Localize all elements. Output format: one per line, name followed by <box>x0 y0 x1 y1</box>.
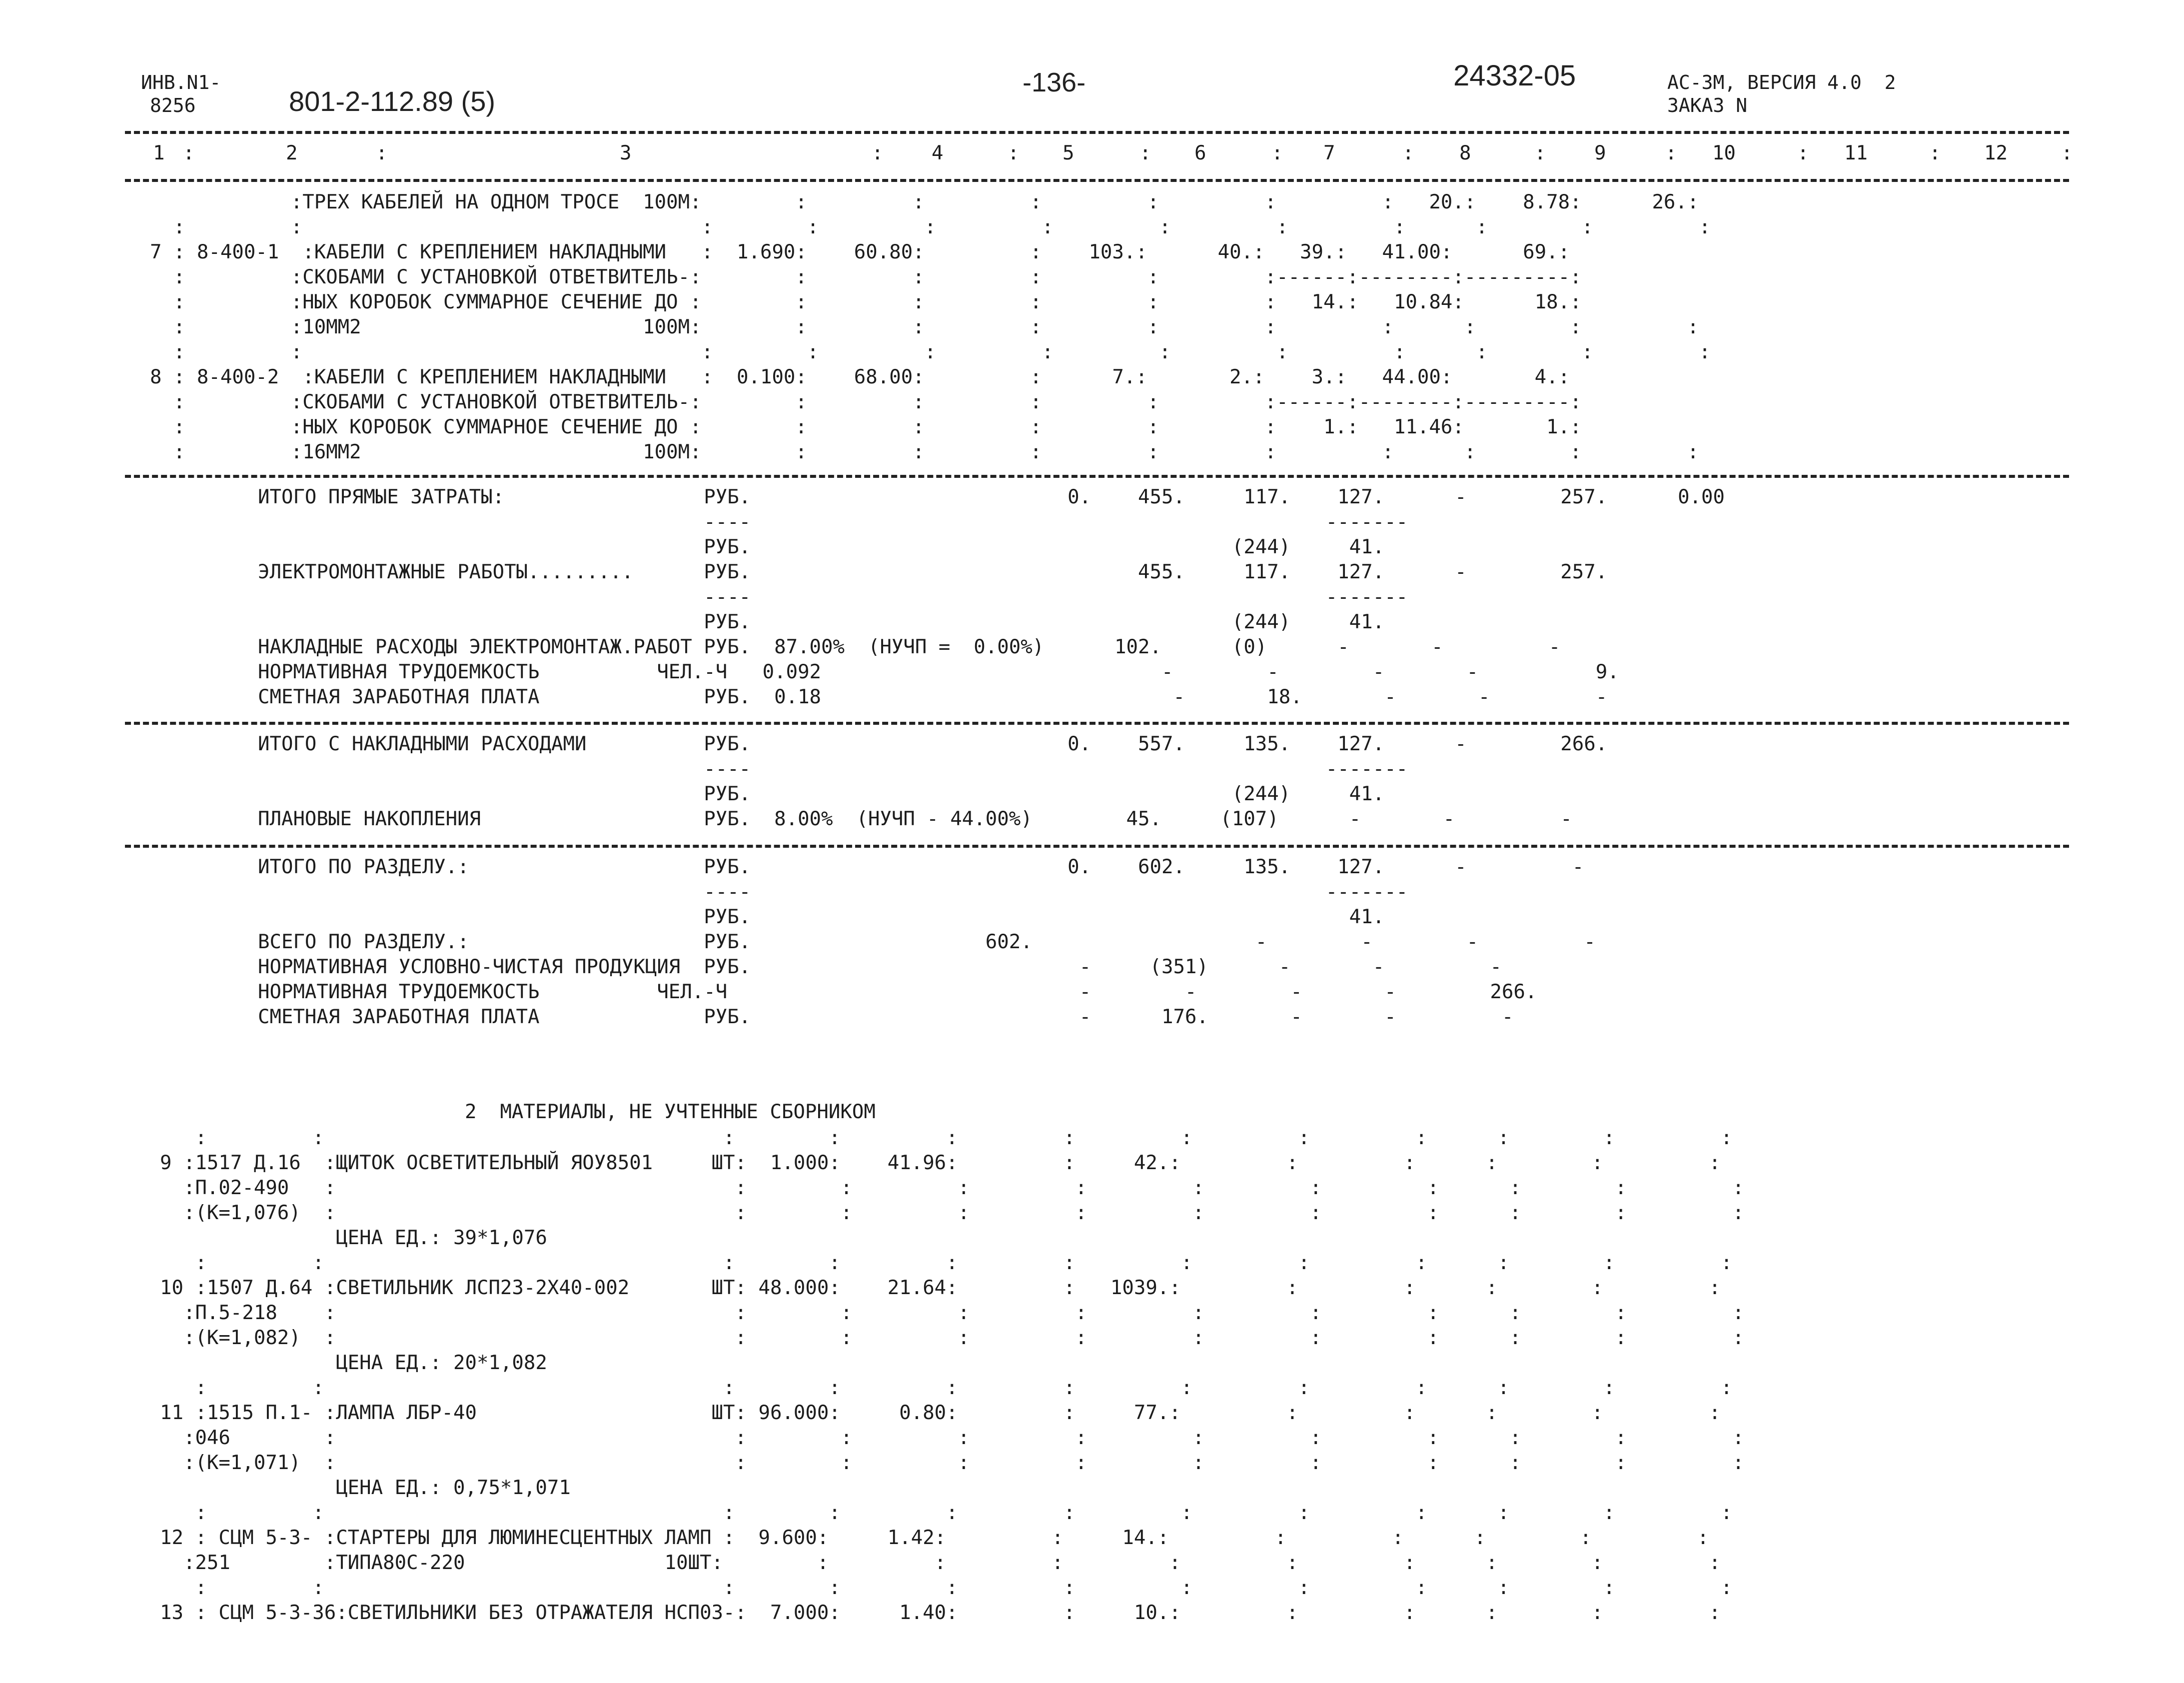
table-row: НОРМАТИВНАЯ УСЛОВНО-ЧИСТАЯ ПРОДУКЦИЯ РУБ. - (351) - - - <box>258 956 1502 978</box>
table-row: 8 : 8-400-2 :КАБЕЛИ С КРЕПЛЕНИЕМ НАКЛАДНЫМИ : 0.100: 68.00: : 7.: 2.: 3.: 44.00: 4.: <box>150 366 1570 388</box>
column-number: 7 <box>1323 142 1335 164</box>
table-row: :(К=1,082) : : : : : : : : : : : <box>160 1327 1744 1349</box>
table-row: : : : : : : : : : : : : <box>160 1127 1733 1149</box>
table-row: ЭЛЕКТРОМОНТАЖНЫЕ РАБОТЫ......... РУБ. 455. 117. 127. - 257. <box>258 561 1608 583</box>
table-row: ИТОГО ПРЯМЫЕ ЗАТРАТЫ: РУБ. 0. 455. 117. 127. - 257. 0.00 <box>258 486 1725 508</box>
table-row: : : : : : : : : : : : : <box>160 1377 1733 1399</box>
column-separator: : <box>872 142 884 164</box>
table-row: : :СКОБАМИ С УСТАНОВКОЙ ОТВЕТВИТЕЛЬ-: : : : : :------:--------:---------: <box>150 391 1582 413</box>
table-row: НОРМАТИВНАЯ ТРУДОЕМКОСТЬ ЧЕЛ.-Ч 0.092 - - - - 9. <box>258 661 1619 683</box>
table-row: РУБ. (244) 41. <box>258 783 1385 805</box>
inventory-label: ИНВ.N1- <box>141 71 221 93</box>
header-rule-bottom <box>125 179 2069 182</box>
table-row: РУБ. (244) 41. <box>258 536 1385 558</box>
table-row: :ТРЕХ КАБЕЛЕЙ НА ОДНОМ ТРОСЕ 100М: : : : : : : 20.: 8.78: 26.: <box>150 191 1699 213</box>
table-row: :П.02-490 : : : : : : : : : : : <box>160 1177 1744 1199</box>
table-row: 13 : СЦМ 5-3-36:СВЕТИЛЬНИКИ БЕЗ ОТРАЖАТЕЛЯ НСП03-: 7.000: 1.40: : 10.: : : : : : <box>160 1602 1721 1624</box>
column-number: 8 <box>1459 142 1471 164</box>
page-number: -136- <box>1023 67 1086 97</box>
section-rule <box>125 475 2069 478</box>
table-row: 9 :1517 Д.16 :ЩИТОК ОСВЕТИТЕЛЬНЫЙ ЯОУ8501 ШТ: 1.000: 41.96: : 42.: : : : : : <box>160 1152 1721 1174</box>
column-separator: : <box>1402 142 1414 164</box>
section-rule <box>125 722 2069 725</box>
column-number: 11 <box>1844 142 1868 164</box>
column-numbers-row <box>145 141 2089 166</box>
table-row: :(К=1,071) : : : : : : : : : : : <box>160 1452 1744 1474</box>
column-number: 10 <box>1712 142 1736 164</box>
materials-section <box>160 1126 1744 1626</box>
project-code: 801-2-112.89 (5) <box>289 85 495 117</box>
column-separator: : <box>183 142 195 164</box>
table-row: РУБ. (244) 41. <box>258 611 1385 633</box>
work-items-section <box>150 190 1711 465</box>
table-row: : :НЫХ КОРОБОК СУММАРНОЕ СЕЧЕНИЕ ДО : : : : : : 14.: 10.84: 18.: <box>150 291 1582 313</box>
table-row: : : : : : : : : : : : : <box>160 1502 1733 1524</box>
table-row: 7 : 8-400-1 :КАБЕЛИ С КРЕПЛЕНИЕМ НАКЛАДНЫМИ : 1.690: 60.80: : 103.: 40.: 39.: 41.00: 69.: <box>150 241 1570 263</box>
section-rule <box>125 845 2069 848</box>
table-row: ПЛАНОВЫЕ НАКОПЛЕНИЯ РУБ. 8.00% (НУЧП - 44.00%) 45. (107) - - - <box>258 808 1572 830</box>
table-row: : :16ММ2 100М: : : : : : : : : : <box>150 441 1699 463</box>
table-row: НОРМАТИВНАЯ ТРУДОЕМКОСТЬ ЧЕЛ.-Ч - - - - 266. <box>258 981 1537 1003</box>
materials-heading: 2 МАТЕРИАЛЫ, НЕ УЧТЕННЫЕ СБОРНИКОМ <box>465 1101 876 1123</box>
overhead-section <box>258 732 1607 832</box>
column-separator: : <box>1797 142 1809 164</box>
table-row: 10 :1507 Д.64 :СВЕТИЛЬНИК ЛСП23-2Х40-002 ШТ: 48.000: 21.64: : 1039.: : : : : : <box>160 1277 1721 1299</box>
document-number: 24332-05 <box>1453 59 1576 92</box>
column-number: 4 <box>932 142 944 164</box>
column-separator: : <box>1665 142 1677 164</box>
table-row: ---- ------- <box>258 881 1408 903</box>
column-separator: : <box>1534 142 1546 164</box>
column-separator: : <box>1139 142 1151 164</box>
table-row: 12 : СЦМ 5-3- :СТАРТЕРЫ ДЛЯ ЛЮМИНЕСЦЕНТНЫХ ЛАМП : 9.600: 1.42: : 14.: : : : : : <box>160 1527 1709 1549</box>
column-number: 9 <box>1594 142 1606 164</box>
table-row: :251 :ТИПА80С-220 10ШТ: : : : : : : : : : <box>160 1552 1721 1574</box>
order-label: ЗАКАЗ N <box>1667 94 1748 116</box>
table-row: : :СКОБАМИ С УСТАНОВКОЙ ОТВЕТВИТЕЛЬ-: : : : : :------:--------:---------: <box>150 266 1582 288</box>
table-row: : :10ММ2 100М: : : : : : : : : : <box>150 316 1699 338</box>
program-version: АС-3М, ВЕРСИЯ 4.0 2 <box>1667 71 1896 93</box>
table-row: :(К=1,076) : : : : : : : : : : : <box>160 1202 1744 1224</box>
table-row: : : : : : : : : : : : : <box>160 1577 1733 1599</box>
price-note: ЦЕНА ЕД.: 39*1,076 <box>160 1227 547 1249</box>
table-row: ---- ------- <box>258 758 1408 780</box>
table-row: : : : : : : : : : : : : <box>160 1252 1733 1274</box>
column-separator: : <box>1929 142 1941 164</box>
table-row: ВСЕГО ПО РАЗДЕЛУ.: РУБ. 602. - - - - <box>258 931 1596 953</box>
column-number: 1 <box>153 142 165 164</box>
column-separator: : <box>1008 142 1020 164</box>
column-number: 2 <box>286 142 298 164</box>
column-number: 12 <box>1984 142 2008 164</box>
table-row: ---- ------- <box>258 511 1408 533</box>
table-row: :046 : : : : : : : : : : : <box>160 1427 1744 1449</box>
column-number: 3 <box>620 142 632 164</box>
table-row: : : : : : : : : : : : : <box>150 341 1711 363</box>
price-note: ЦЕНА ЕД.: 20*1,082 <box>160 1352 547 1374</box>
table-row: ИТОГО ПО РАЗДЕЛУ.: РУБ. 0. 602. 135. 127. - - <box>258 856 1584 878</box>
column-number: 5 <box>1063 142 1075 164</box>
column-number: 6 <box>1194 142 1206 164</box>
table-row: : : : : : : : : : : : : <box>150 216 1711 238</box>
table-row: НАКЛАДНЫЕ РАСХОДЫ ЭЛЕКТРОМОНТАЖ.РАБОТ РУБ. 87.00% (НУЧП = 0.00%) 102. (0) - - - <box>258 636 1561 658</box>
table-row: 11 :1515 П.1- :ЛАМПА ЛБР-40 ШТ: 96.000: 0.80: : 77.: : : : : : <box>160 1402 1721 1424</box>
column-separator: : <box>2061 142 2073 164</box>
table-row: СМЕТНАЯ ЗАРАБОТНАЯ ПЛАТА РУБ. 0.18 - 18. - - - <box>258 686 1608 708</box>
column-separator: : <box>1271 142 1283 164</box>
inventory-number: 8256 <box>150 94 196 116</box>
table-row: ИТОГО С НАКЛАДНЫМИ РАСХОДАМИ РУБ. 0. 557. 135. 127. - 266. <box>258 733 1608 755</box>
price-note: ЦЕНА ЕД.: 0,75*1,071 <box>160 1477 571 1499</box>
table-row: :П.5-218 : : : : : : : : : : : <box>160 1302 1744 1324</box>
table-row: РУБ. 41. <box>258 906 1385 928</box>
section-totals <box>258 855 1596 1030</box>
direct-costs-section <box>258 485 1725 710</box>
column-separator: : <box>376 142 388 164</box>
table-row: : :НЫХ КОРОБОК СУММАРНОЕ СЕЧЕНИЕ ДО : : : : : : 1.: 11.46: 1.: <box>150 416 1582 438</box>
header-rule-top <box>125 131 2069 134</box>
table-row: СМЕТНАЯ ЗАРАБОТНАЯ ПЛАТА РУБ. - 176. - - - <box>258 1006 1514 1028</box>
table-row: ---- ------- <box>258 586 1408 608</box>
